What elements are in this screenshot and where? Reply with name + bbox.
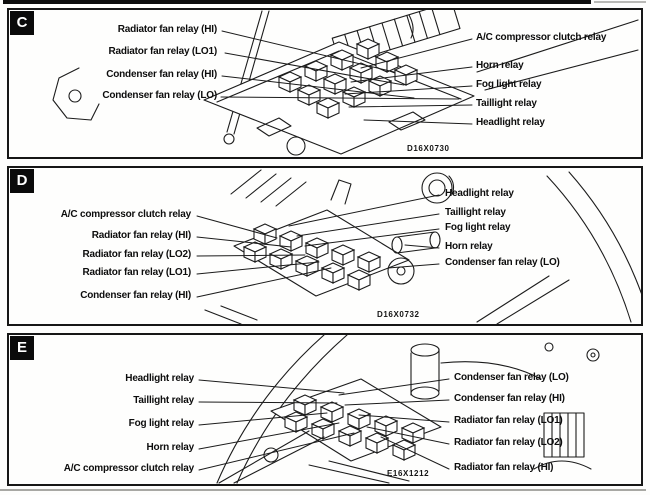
top-rule-faint: [594, 1, 646, 3]
relay-label: Taillight relay: [133, 395, 194, 406]
relay-label: Headlight relay: [125, 373, 194, 384]
panel-letter-badge: D: [10, 169, 34, 193]
panel-d: [7, 166, 643, 326]
relay-label: A/C compressor clutch relay: [63, 463, 194, 474]
relay-box-art: [271, 379, 441, 461]
relay-label: Radiator fan relay (HI): [91, 230, 191, 241]
relay-label: Radiator fan relay (LO1): [454, 415, 563, 426]
panel-c: [7, 8, 643, 159]
relay-label: Taillight relay: [445, 207, 506, 218]
panel-letter-badge: C: [10, 11, 34, 35]
relay-label: Condenser fan relay (LO): [454, 372, 569, 383]
bracket-art: [331, 180, 351, 204]
relay-label: Condenser fan relay (HI): [106, 69, 217, 80]
relay-label: Taillight relay: [476, 98, 537, 109]
relay-label: Horn relay: [146, 442, 194, 453]
relay-label: Fog light relay: [445, 222, 511, 233]
relay-label: Radiator fan relay (LO1): [108, 46, 217, 57]
panel-e: [7, 333, 643, 486]
relay-label: Radiator fan relay (LO2): [82, 249, 191, 260]
hatch-lines-art: [231, 170, 306, 206]
figure-code: D16X0730: [407, 144, 450, 153]
relay-label: Condenser fan relay (HI): [454, 393, 565, 404]
relay-label: A/C compressor clutch relay: [60, 209, 191, 220]
relay-label: Radiator fan relay (HI): [117, 24, 217, 35]
top-rule: [3, 0, 591, 4]
panel-letter-badge: E: [10, 336, 34, 360]
relay-label: Horn relay: [445, 241, 493, 252]
knob-art: [287, 137, 305, 155]
relay-label: Radiator fan relay (LO2): [454, 437, 563, 448]
relay-label: Headlight relay: [445, 188, 514, 199]
relay-label: Radiator fan relay (LO1): [82, 267, 191, 278]
screw-art: [545, 343, 599, 361]
bottom-rule: [0, 489, 646, 491]
relay-label: A/C compressor clutch relay: [476, 32, 607, 43]
relay-label: Headlight relay: [476, 117, 545, 128]
relay-label: Horn relay: [476, 60, 524, 71]
relay-label: Fog light relay: [476, 79, 542, 90]
cylinder-art: [392, 232, 440, 253]
figure-code: E16X1212: [387, 469, 430, 478]
relay-label: Radiator fan relay (HI): [454, 462, 554, 473]
figure-code: D16X0732: [377, 310, 420, 319]
relay-label: Condenser fan relay (LO): [445, 257, 560, 268]
relay-label: Condenser fan relay (LO): [102, 90, 217, 101]
relay-label: Condenser fan relay (HI): [80, 290, 191, 301]
relay-label: Fog light relay: [128, 418, 194, 429]
